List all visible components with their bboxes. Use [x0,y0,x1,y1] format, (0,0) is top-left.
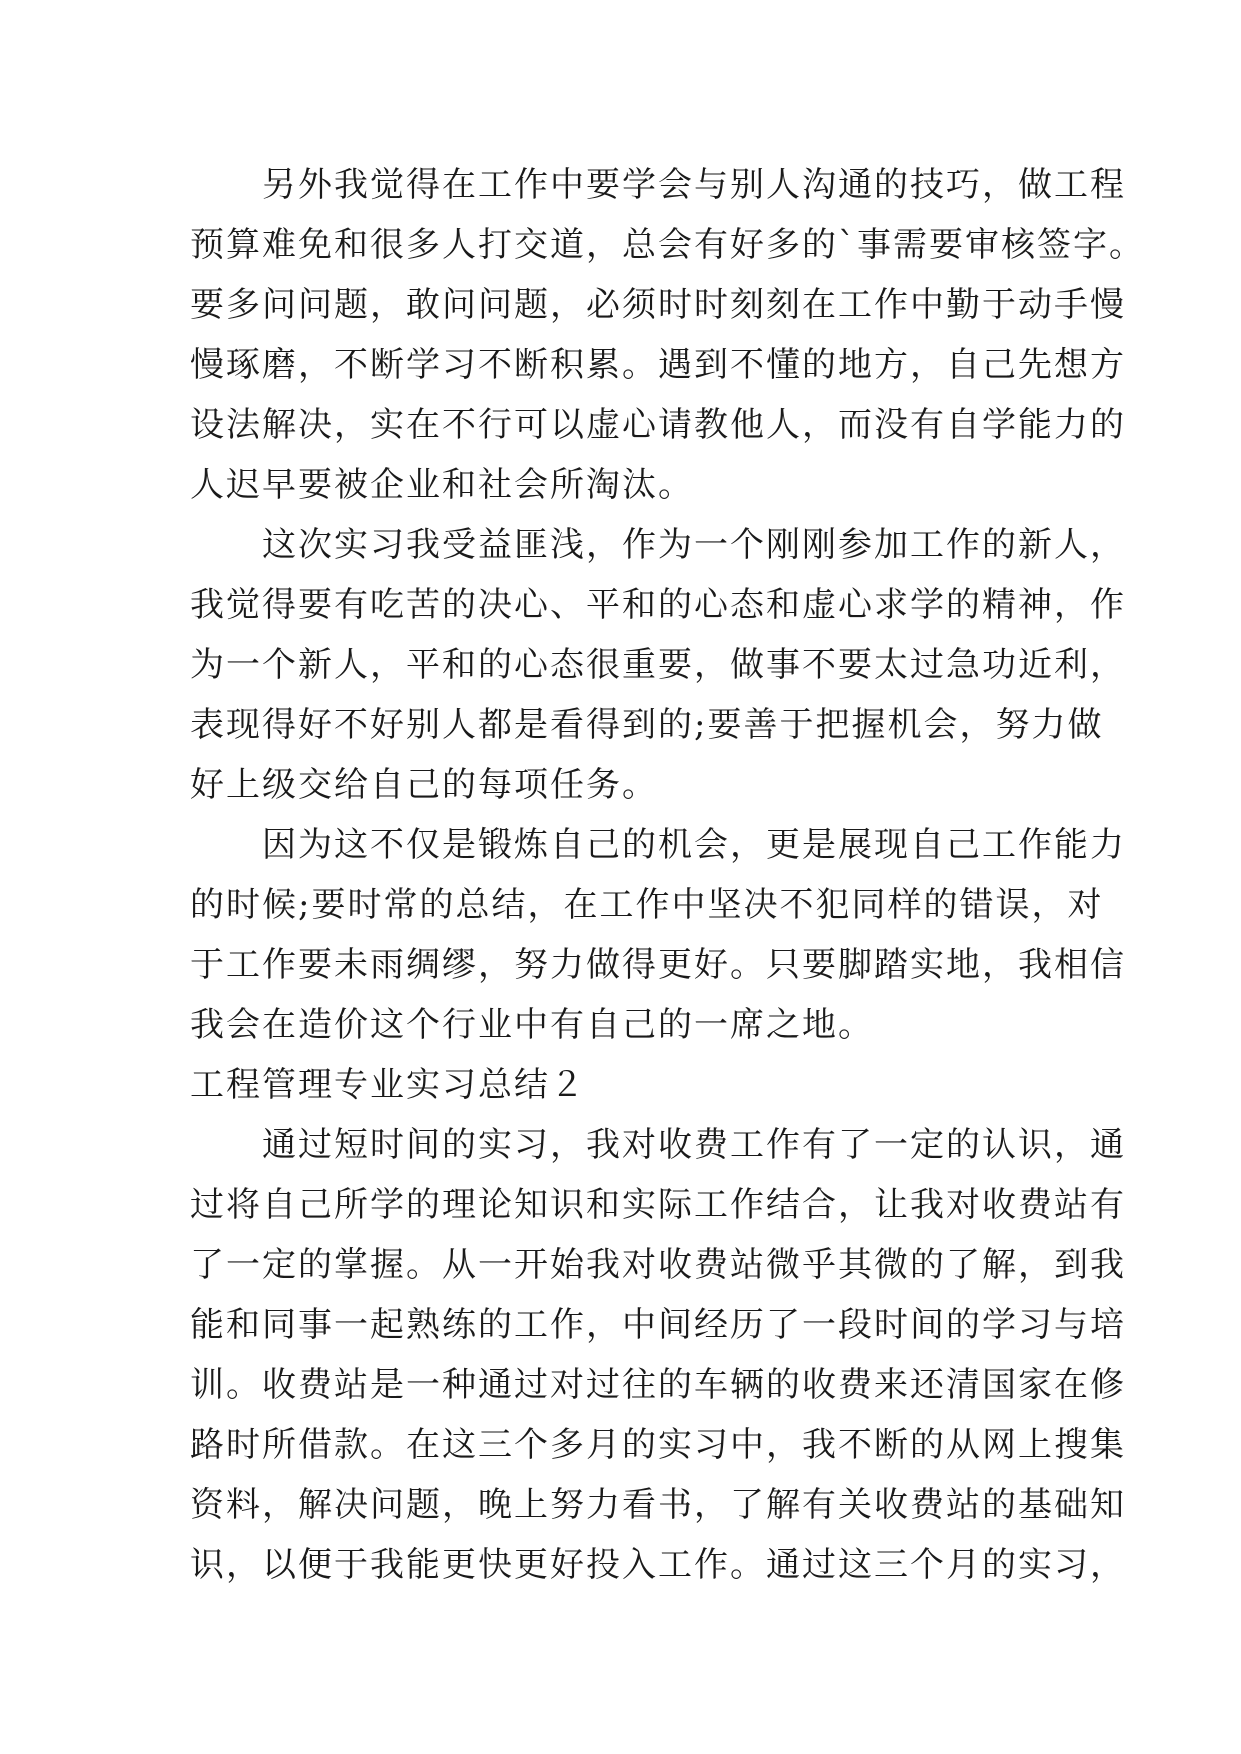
paragraph-line: 人迟早要被企业和社会所淘汰。 [190,465,694,505]
paragraph-line: 我觉得要有吃苦的决心、平和的心态和虚心求学的精神，作 [190,585,1126,625]
paragraph-line: 能和同事一起熟练的工作，中间经历了一段时间的学习与培 [190,1305,1126,1345]
paragraph-line: 为一个新人，平和的心态很重要，做事不要太过急功近利， [190,645,1126,685]
paragraph-line: 资料，解决问题，晚上努力看书，了解有关收费站的基础知 [190,1485,1126,1525]
paragraph-line: 过将自己所学的理论知识和实际工作结合，让我对收费站有 [190,1185,1126,1225]
paragraph-line: 设法解决，实在不行可以虚心请教他人，而没有自学能力的 [190,405,1126,445]
paragraph-line: 要多问问题，敢问问题，必须时时刻刻在工作中勤于动手慢 [190,285,1126,325]
paragraph-line: 另外我觉得在工作中要学会与别人沟通的技巧，做工程 [190,165,1126,205]
paragraph-line: 预算难免和很多人打交道，总会有好多的`事需要审核签字。 [190,225,1145,265]
paragraph-line: 了一定的掌握。从一开始我对收费站微乎其微的了解，到我 [190,1245,1126,1285]
document-body [190,155,1145,1595]
paragraph-line: 这次实习我受益匪浅，作为一个刚刚参加工作的新人， [190,525,1126,565]
paragraph-line: 好上级交给自己的每项任务。 [190,765,658,805]
paragraph-line: 因为这不仅是锻炼自己的机会，更是展现自己工作能力 [190,825,1126,865]
body-paragraph [190,815,1126,1055]
paragraph-line: 识，以便于我能更快更好投入工作。通过这三个月的实习， [190,1545,1126,1585]
paragraph-line: 通过短时间的实习，我对收费工作有了一定的认识，通 [190,1125,1126,1165]
body-paragraph [190,515,1126,815]
paragraph-line: 于工作要未雨绸缪，努力做得更好。只要脚踏实地，我相信 [190,945,1126,985]
section-heading: 工程管理专业实习总结２ [190,1065,586,1105]
paragraph-line: 表现得好不好别人都是看得到的;要善于把握机会，努力做 [190,705,1104,745]
paragraph-line: 慢琢磨，不断学习不断积累。遇到不懂的地方，自己先想方 [190,345,1126,385]
paragraph-line: 训。收费站是一种通过对过往的车辆的收费来还清国家在修 [190,1365,1126,1405]
body-paragraph [190,155,1145,515]
body-paragraph [190,1115,1126,1595]
paragraph-line: 路时所借款。在这三个多月的实习中，我不断的从网上搜集 [190,1425,1126,1465]
paragraph-line: 的时候;要时常的总结，在工作中坚决不犯同样的错误，对 [190,885,1104,925]
paragraph-line: 我会在造价这个行业中有自己的一席之地。 [190,1005,874,1045]
